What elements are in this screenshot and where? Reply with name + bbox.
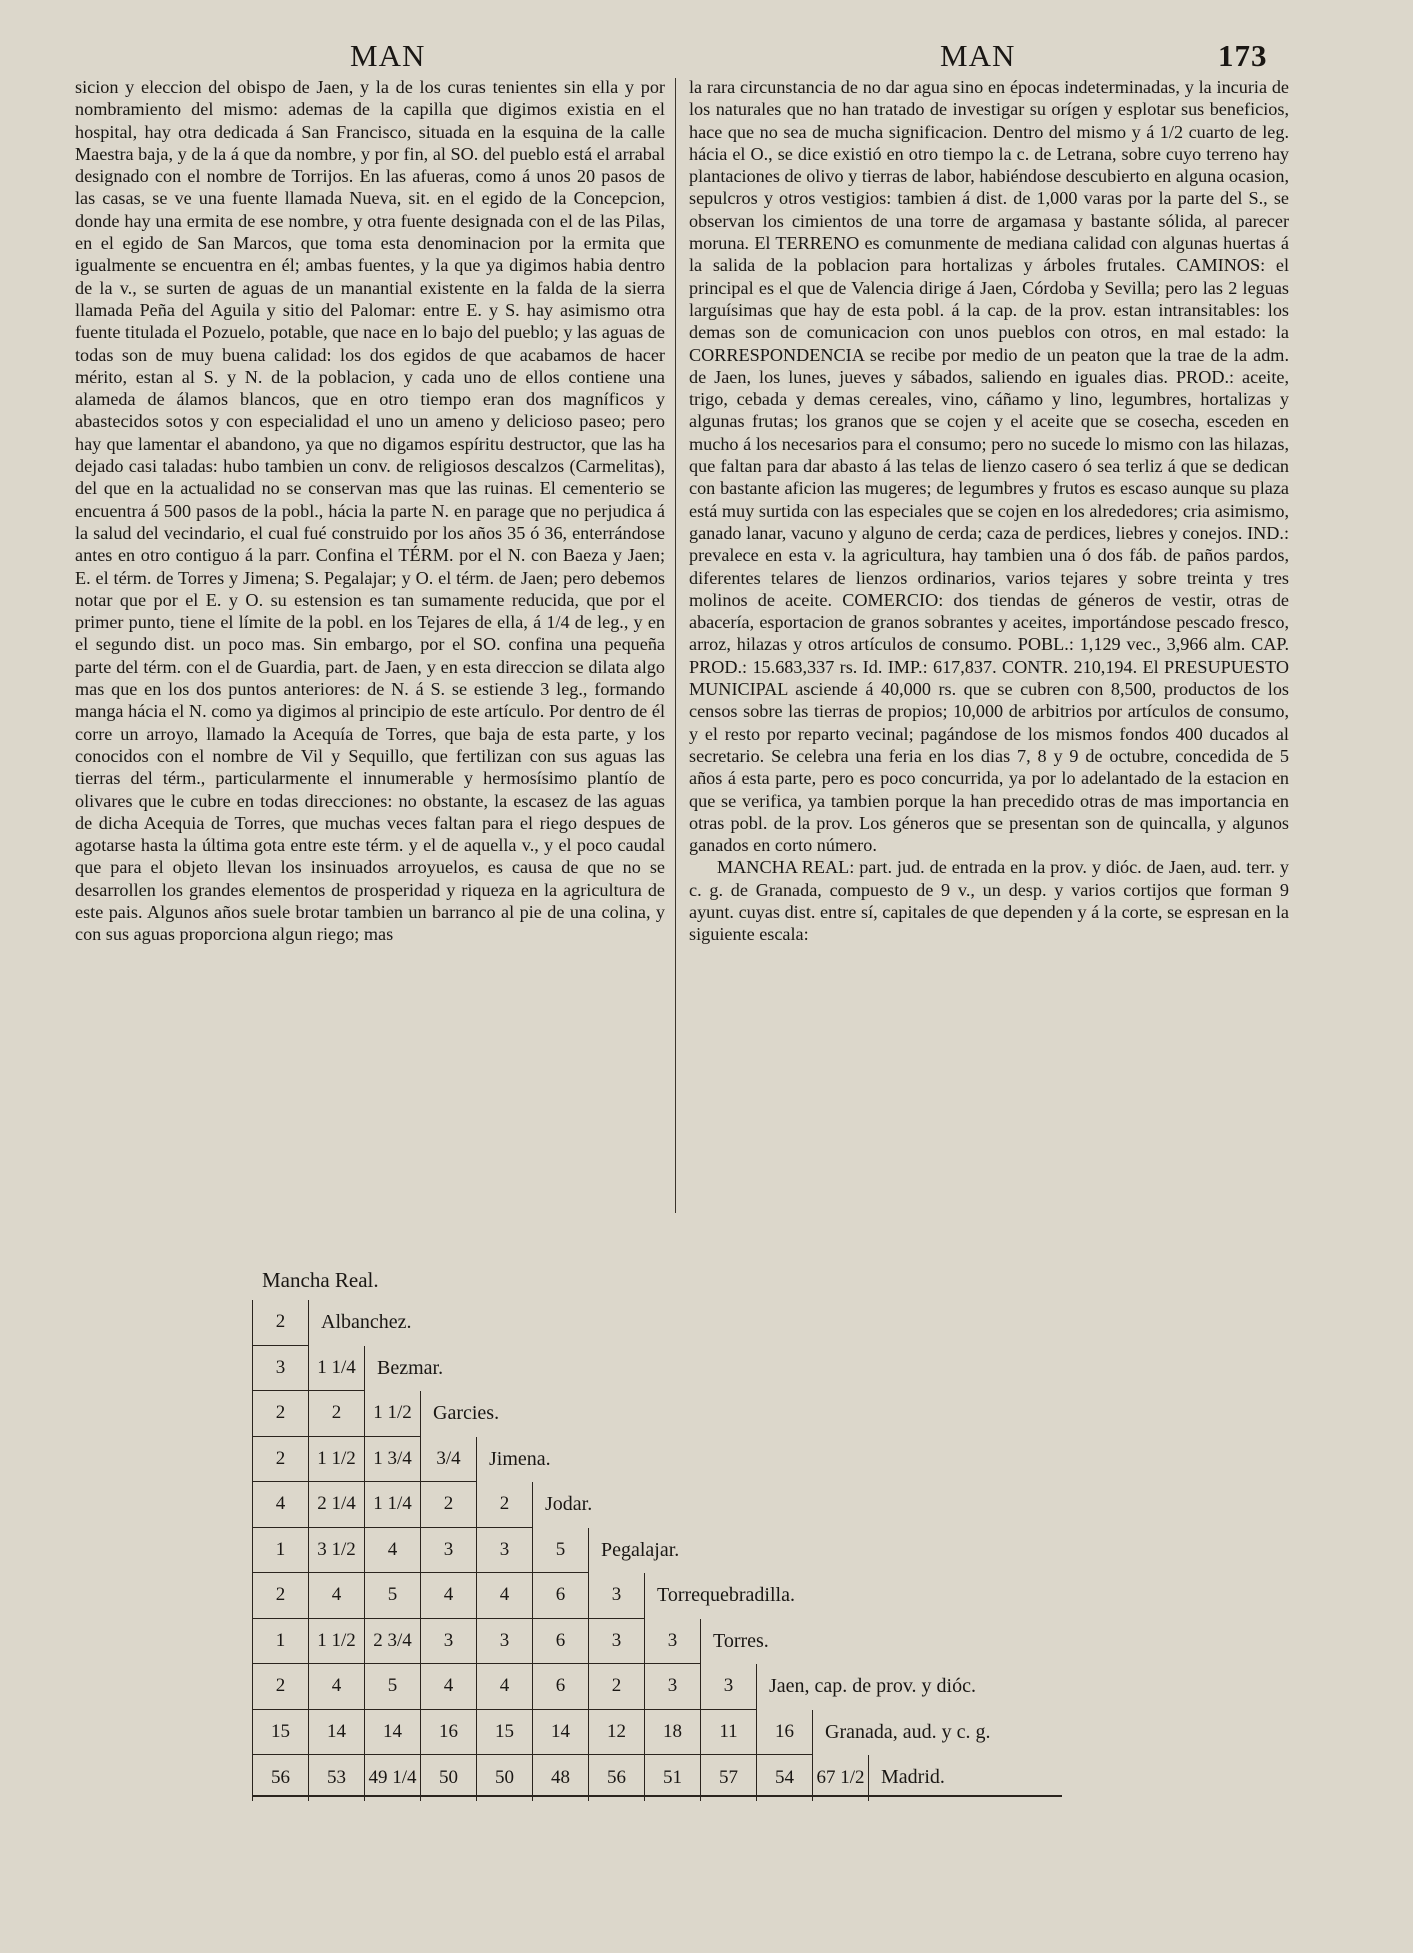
distance-cell: 5 (364, 1573, 420, 1619)
distance-cell: 3/4 (420, 1437, 476, 1483)
distance-cell: 3 (476, 1619, 532, 1665)
distance-cell: 2 (252, 1573, 308, 1619)
distance-town-label: Garcies. (420, 1391, 499, 1437)
distance-cell: 4 (476, 1664, 532, 1710)
distance-cell: 2 3/4 (364, 1619, 420, 1665)
distance-cell: 16 (420, 1710, 476, 1756)
distance-cell: 4 (476, 1573, 532, 1619)
distance-cell: 50 (420, 1755, 476, 1801)
distance-cell: 67 1/2 (812, 1755, 868, 1801)
distance-cell: 54 (756, 1755, 812, 1801)
distance-table-base-line (252, 1795, 1062, 1797)
distance-cell: 3 (252, 1346, 308, 1392)
distance-cell: 2 (252, 1437, 308, 1483)
distance-cell: 56 (252, 1755, 308, 1801)
right-text-column (689, 76, 1289, 946)
distance-cell: 12 (588, 1710, 644, 1756)
distance-cell: 48 (532, 1755, 588, 1801)
distance-cell: 57 (700, 1755, 756, 1801)
distance-cell: 14 (532, 1710, 588, 1756)
header-left-word: MAN (350, 38, 426, 73)
distance-cell: 2 (252, 1300, 308, 1346)
distance-cell: 2 (252, 1391, 308, 1437)
right-paragraph-1: la rara circunstancia de no dar agua sino en épocas indeterminadas, y la incuria de los naturales que no han tratado de investigar su orígen y esplotar sus beneficios, hace que no sea de mucha significacion. Dentro del mismo y á 1/2 cuarto de leg. hácia el O., se dice existió en otro tiempo la c. de Letrana, sobre cuyo terreno hay plantaciones de olivo y tierras de labor, habiéndose descubierto en alguna ocasion, sepulcros y otros vestigios: tambien á dist. de 1,000 varas por la parte del S., se observan los cimientos de una torre de argamasa y bastante sólida, al parecer moruna. El TERRENO es comunmente de mediana calidad con algunas huertas á la salida de la poblacion para hortalizas y árboles frutales. CAMINOS: el principal es el que de Valencia dirige á Jaen, Córdoba y Sevilla; pero las 2 leguas larguísimas que hay de esta pobl. á la cap. de la prov. estan intransitables: los demas son de comunicacion con unos pueblos con otros, en mal estado: la CORRESPONDENCIA se recibe por medio de un peaton que la trae de la adm. de Jaen, los lunes, jueves y sábados, saliendo en iguales dias. PROD.: aceite, trigo, cebada y demas cereales, vino, cáñamo y lino, legumbres, hortalizas y algunas frutas; los granos que se cojen y el aceite que se cosecha, esceden en mucho á los necesarios para el consumo; pero no sucede lo mismo con las hilazas, que faltan para dar abasto á las telas de lienzo casero ó sea terliz á que se dedican con bastante aficion las mugeres; de legumbres y frutos es escaso aunque su plaza está muy surtida con las especiales que se cojen en los alrededores; cria asimismo, ganado lanar, vacuno y alguno de cerda; caza de perdices, liebres y conejos. IND.: prevalece en esta v. la agricultura, hay tambien una ó dos fáb. de paños pardos, diferentes telares de lienzos ordinarios, varios tejares y sobre treinta y tres molinos de aceite. COMERCIO: dos tiendas de géneros de vestir, otras de abacería, esportacion de granos sobrantes y aceites, importándose pescado fresco, arroz, hilazas y otros artículos de consumo. POBL.: 1,129 vec., 3,966 alm. CAP. PROD.: 15.683,337 rs. Id. IMP.: 617,837. CONTR. 210,194. El PRESUPUESTO MUNICIPAL asciende á 40,000 rs. que se cubren con 8,500, productos de los censos sobre las tierras de propios; 10,000 de arbitrios por artículos de consumo, y el resto por reparto vecinal; pagándose de los mismos fondos 400 ducados al secretario. Se celebra una feria en los dias 7, 8 y 9 de octubre, concedida de 5 años á esta parte, pero es poco concurrida, ya por lo adelantado de la estacion en que se verifica, ya tambien porque la han precedido otras de mas importancia en otras pobl. de la prov. Los géneros que se presentan son de quincalla, y algunos ganados en corto número. (689, 77, 1289, 856)
distance-cell: 11 (700, 1710, 756, 1756)
right-paragraph-2: MANCHA REAL: part. jud. de entrada en la prov. y dióc. de Jaen, aud. terr. y c. g. de Granada, compuesto de 9 v., un desp. y varios cortijos que forman 9 ayunt. cuyas dist. entre sí, capitales de que dependen y á la corte, se espresan en la siguiente escala: (689, 857, 1289, 945)
distance-town-label: Jaen, cap. de prov. y dióc. (756, 1664, 976, 1710)
distance-cell: 3 (588, 1619, 644, 1665)
left-text-column (75, 76, 665, 946)
distance-cell: 1 (252, 1528, 308, 1574)
distance-town-label: Albanchez. (308, 1300, 412, 1346)
distance-cell: 3 (420, 1528, 476, 1574)
left-paragraph: sicion y eleccion del obispo de Jaen, y la de los curas tenientes sin ella y por nombramiento del mismo: ademas de la capilla que digimos existia en el hospital, hay otra dedicada á San Francisco, situada en la esquina de la calle Maestra baja, y de la á que da nombre, y por fin, al SO. del pueblo está el arrabal designado con el nombre de Torrijos. En las afueras, como á unos 20 pasos de las casas, se ve una fuente llamada Nueva, sit. en el egido de la Concepcion, donde hay una ermita de ese nombre, y otra fuente designada con el de las Pilas, en el egido de San Marcos, que toma esta denominacion por la ermita que igualmente se encuentra en él; ambas fuentes, y la que ya digimos habia dentro de la v., se surten de aguas de un manantial existente en la falda de la sierra llamada Peña del Aguila y sitio del Palomar: entre E. y S. hay asimismo otra fuente titulada el Pozuelo, potable, que nace en lo bajo del pueblo; y las aguas de todas son de muy buena calidad: los dos egidos de que acabamos de hacer mérito, estan al S. y N. de la poblacion, y cada uno de ellos contiene una alameda de álamos blancos, que en otro tiempo eran dos magníficos y abastecidos sotos y con especialidad el uno un ameno y delicioso paseo; pero hay que lamentar el abandono, ya que no digamos espíritu destructor, que las ha dejado casi taladas: hubo tambien un conv. de religiosos descalzos (Carmelitas), del que en la actualidad no se conservan mas que las ruinas. El cementerio se encuentra á 500 pasos de la pobl., hácia la parte N. en parage que no perjudica á la salud del vecindario, el cual fué construido por los años 35 ó 36, enterrándose antes en otro contiguo á la parr. Confina el TÉRM. por el N. con Baeza y Jaen; E. el térm. de Torres y Jimena; S. Pegalajar; y O. el térm. de Jaen; pero debemos notar que por el E. y O. su estension es tan sumamente reducida, que por el primer punto, tiene el límite de la pobl. en los Tejares de ella, á 1/4 de leg., y en el segundo dist. un poco mas. Sin embargo, por el SO. confina una pequeña parte del térm. con el de Guardia, part. de Jaen, y en esta direccion se dilata algo mas que en los dos puntos anteriores: de N. á S. se estiende 3 leg., formando manga hácia el N. como ya digimos al principio de este artículo. Por dentro de él corre un arroyo, llamado la Acequía de Torres, que baja de esta parte, y los conocidos con el nombre de Vil y Sequillo, que fertilizan con sus aguas las tierras del térm., particularmente el innumerable y hermosísimo plantío de olivares que le cubre en todas direcciones: no obstante, la escasez de las aguas de dicha Acequia de Torres, que muchas veces faltan para el riego despues de agotarse hasta la última gota entre este térm. y el de aquella v., y el poco caudal que para el objeto llevan los insinuados arroyuelos, es causa de que no se desarrollen los grandes elementos de prosperidad y riqueza en la agricultura de este pais. Algunos años suele brotar tambien un barranco al pie de una colina, y con sus aguas proporciona algun riego; mas (75, 77, 665, 945)
distance-cell: 1 (252, 1619, 308, 1665)
distance-cell: 49 1/4 (364, 1755, 420, 1801)
distance-cell: 53 (308, 1755, 364, 1801)
distance-cell: 4 (308, 1573, 364, 1619)
distance-cell: 4 (420, 1664, 476, 1710)
distance-cell: 3 (420, 1619, 476, 1665)
distance-cell: 51 (644, 1755, 700, 1801)
distance-cell: 3 (476, 1528, 532, 1574)
distance-cell: 5 (532, 1528, 588, 1574)
distance-cell: 6 (532, 1573, 588, 1619)
distance-cell: 4 (364, 1528, 420, 1574)
distance-town-label: Madrid. (868, 1755, 945, 1801)
column-divider (675, 78, 676, 1213)
distance-cell: 5 (364, 1664, 420, 1710)
distance-cell: 56 (588, 1755, 644, 1801)
distance-cell: 4 (420, 1573, 476, 1619)
distance-town-label: Pegalajar. (588, 1528, 679, 1574)
distance-cell: 14 (364, 1710, 420, 1756)
distance-cell: 3 1/2 (308, 1528, 364, 1574)
distance-cell: 15 (476, 1710, 532, 1756)
distance-cell: 1 1/2 (364, 1391, 420, 1437)
distance-cell: 2 (420, 1482, 476, 1528)
distance-cell: 1 1/2 (308, 1619, 364, 1665)
distance-cell: 2 (308, 1391, 364, 1437)
distance-cell: 2 (252, 1664, 308, 1710)
distance-town-label: Torrequebradilla. (644, 1573, 795, 1619)
distance-cell: 2 1/4 (308, 1482, 364, 1528)
distance-cell: 4 (308, 1664, 364, 1710)
distance-cell: 15 (252, 1710, 308, 1756)
distance-cell: 2 (588, 1664, 644, 1710)
distance-cell: 2 (476, 1482, 532, 1528)
distance-cell: 3 (588, 1573, 644, 1619)
distance-cell: 3 (644, 1664, 700, 1710)
distance-cell: 6 (532, 1664, 588, 1710)
distance-cell: 18 (644, 1710, 700, 1756)
distance-cell: 6 (532, 1619, 588, 1665)
distance-cell: 3 (644, 1619, 700, 1665)
header-right-word: MAN (940, 38, 1016, 73)
distance-cell: 14 (308, 1710, 364, 1756)
distance-town-label: Jimena. (476, 1437, 551, 1483)
distance-town-label: Granada, aud. y c. g. (812, 1710, 991, 1756)
distance-town-label: Bezmar. (364, 1346, 443, 1392)
distance-cell: 16 (756, 1710, 812, 1756)
distance-cell: 50 (476, 1755, 532, 1801)
distance-cell: 1 1/4 (364, 1482, 420, 1528)
distance-table-title: Mancha Real. (262, 1268, 379, 1292)
distance-cell: 3 (700, 1664, 756, 1710)
distance-cell: 1 1/4 (308, 1346, 364, 1392)
distance-cell: 1 3/4 (364, 1437, 420, 1483)
distance-cell: 1 1/2 (308, 1437, 364, 1483)
distance-town-label: Jodar. (532, 1482, 592, 1528)
distance-cell: 4 (252, 1482, 308, 1528)
page-number: 173 (1218, 38, 1268, 73)
distance-town-label: Torres. (700, 1619, 769, 1665)
